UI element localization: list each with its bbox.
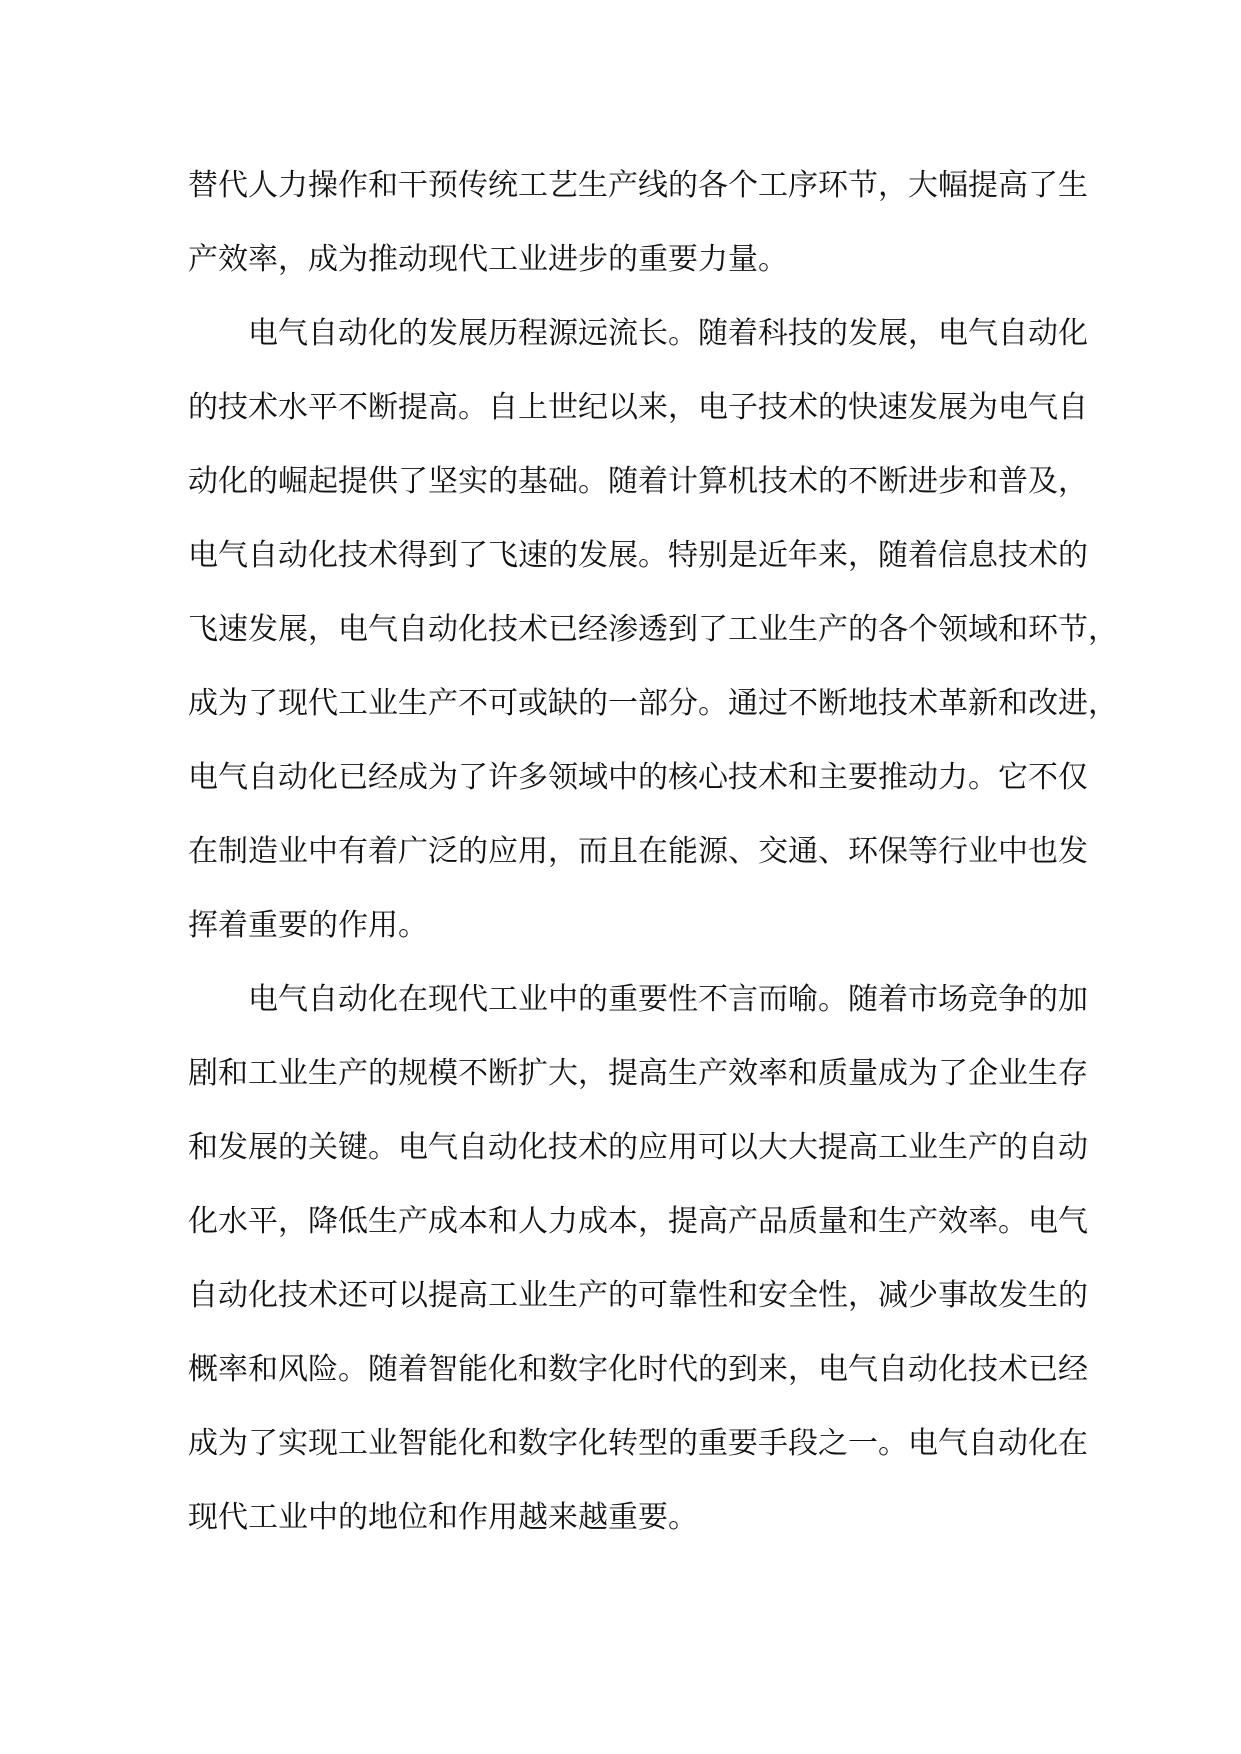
text-line: 飞速发展，电气自动化技术已经渗透到了工业生产的各个领域和环节，	[188, 612, 1118, 647]
text-line: 成为了现代工业生产不可或缺的一部分。通过不断地技术革新和改进，	[188, 686, 1118, 721]
text-line: 现代工业中的地位和作用越来越重要。	[188, 1500, 698, 1535]
text-line: 成为了实现工业智能化和数字化转型的重要手段之一。电气自动化在	[188, 1426, 1088, 1461]
text-line: 剧和工业生产的规模不断扩大，提高生产效率和质量成为了企业生存	[188, 1056, 1088, 1091]
paragraph-start-line: 电气自动化的发展历程源远流长。随着科技的发展，电气自动化	[248, 316, 1088, 351]
text-line: 的技术水平不断提高。自上世纪以来，电子技术的快速发展为电气自	[188, 390, 1088, 425]
text-line: 电气自动化已经成为了许多领域中的核心技术和主要推动力。它不仅	[188, 760, 1088, 795]
text-line: 概率和风险。随着智能化和数字化时代的到来，电气自动化技术已经	[188, 1352, 1088, 1387]
paragraph-start-line: 电气自动化在现代工业中的重要性不言而喻。随着市场竞争的加	[248, 982, 1088, 1017]
text-line: 和发展的关键。电气自动化技术的应用可以大大提高工业生产的自动	[188, 1130, 1088, 1165]
text-line: 动化的崛起提供了坚实的基础。随着计算机技术的不断进步和普及，	[188, 464, 1088, 499]
text-line: 替代人力操作和干预传统工艺生产线的各个工序环节，大幅提高了生	[188, 168, 1088, 203]
text-line: 自动化技术还可以提高工业生产的可靠性和安全性，减少事故发生的	[188, 1278, 1088, 1313]
text-line: 产效率，成为推动现代工业进步的重要力量。	[188, 242, 788, 277]
body-text	[188, 145, 1118, 1551]
text-line: 在制造业中有着广泛的应用，而且在能源、交通、环保等行业中也发	[188, 834, 1088, 869]
text-line: 化水平，降低生产成本和人力成本，提高产品质量和生产效率。电气	[188, 1204, 1088, 1239]
text-line: 电气自动化技术得到了飞速的发展。特别是近年来，随着信息技术的	[188, 538, 1088, 573]
text-line: 挥着重要的作用。	[188, 908, 428, 943]
